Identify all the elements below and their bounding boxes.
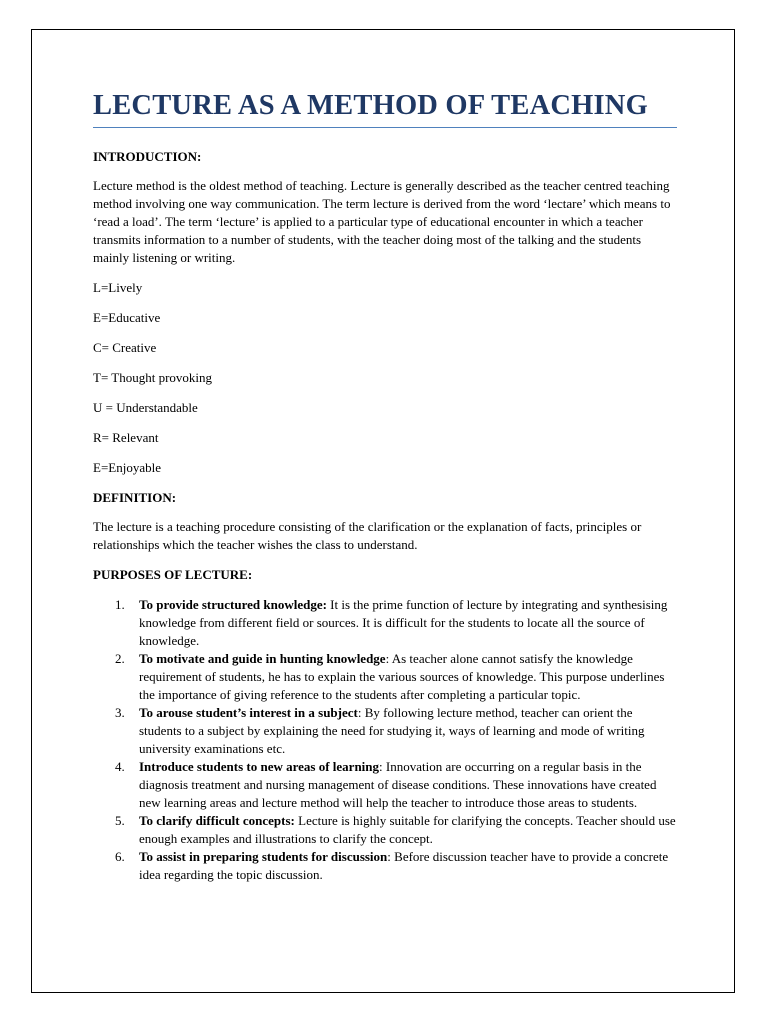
purposes-list xyxy=(93,596,677,884)
acronym-item-e2: E=Enjoyable xyxy=(93,460,161,475)
acronym-item-e1: E=Educative xyxy=(93,310,161,325)
list-item-number: 6. xyxy=(115,849,125,864)
acronym-item-t: T= Thought provoking xyxy=(93,370,213,385)
introduction-heading: INTRODUCTION: xyxy=(93,149,202,164)
document-content xyxy=(93,88,677,884)
list-item-text: : Before discussion teacher have to provide a concrete idea regarding the topic discussion. xyxy=(139,849,669,882)
list-item xyxy=(93,704,677,758)
introduction-paragraph: Lecture method is the oldest method of teaching. Lecture is generally described as the teacher centred teaching method involving one way communication. The term lecture is derived from the word ‘lectare’ which means to ‘read a load’. The term ‘lecture’ is applied to a particular type of educational encounter in which a teacher transmits information to a number of students, with the teacher doing most of the talking and the students mainly listening or writing. xyxy=(93,178,671,265)
list-item-number: 2. xyxy=(115,651,125,666)
definition-paragraph: The lecture is a teaching procedure consisting of the clarification or the explanation of facts, principles or relationships which the teacher wishes the class to understand. xyxy=(93,519,642,552)
list-item-title: To motivate and guide in hunting knowledge xyxy=(139,651,386,666)
list-item-title: To provide structured knowledge: xyxy=(139,597,327,612)
list-item xyxy=(93,650,677,704)
list-item-number: 5. xyxy=(115,813,125,828)
acronym-list xyxy=(93,279,677,477)
list-item-text: Lecture is highly suitable for clarifying the concepts. Teacher should use enough examples and illustrations to clarify the concept. xyxy=(139,813,676,846)
list-item xyxy=(93,596,677,650)
list-item-text: : Innovation are occurring on a regular basis in the diagnosis treatment and nursing management of disease conditions. These innovations have created new learning areas and lecture method will help the teacher to introduce those areas to students. xyxy=(139,759,657,810)
acronym-item-l: L=Lively xyxy=(93,280,143,295)
purposes-heading: PURPOSES OF LECTURE: xyxy=(93,567,253,582)
page-title: LECTURE AS A METHOD OF TEACHING xyxy=(93,88,677,128)
list-item-title: To arouse student’s interest in a subject xyxy=(139,705,358,720)
definition-heading: DEFINITION: xyxy=(93,490,177,505)
list-item-number: 1. xyxy=(115,597,125,612)
list-item-text: : By following lecture method, teacher can orient the students to a subject by explaining the need for studying it, ways of learning and mode of writing university examinations etc. xyxy=(139,705,645,756)
list-item xyxy=(93,812,677,848)
list-item-title: Introduce students to new areas of learning xyxy=(139,759,380,774)
acronym-item-u: U = Understandable xyxy=(93,400,198,415)
list-item xyxy=(93,758,677,812)
acronym-item-r: R= Relevant xyxy=(93,430,159,445)
list-item-text: : As teacher alone cannot satisfy the knowledge requirement of students, he has to explain the various sources of knowledge. This purpose underlines the importance of giving reference to the students after completing a particular topic. xyxy=(139,651,665,702)
list-item-text: It is the prime function of lecture by integrating and synthesising knowledge from different field or sources. It is difficult for the students to locate all the source of knowledge. xyxy=(139,597,668,648)
list-item-title: To clarify difficult concepts: xyxy=(139,813,295,828)
list-item-title: To assist in preparing students for discussion xyxy=(139,849,388,864)
document-page xyxy=(31,29,735,993)
acronym-item-c: C= Creative xyxy=(93,340,157,355)
list-item-number: 3. xyxy=(115,705,125,720)
list-item xyxy=(93,848,677,884)
list-item-number: 4. xyxy=(115,759,125,774)
